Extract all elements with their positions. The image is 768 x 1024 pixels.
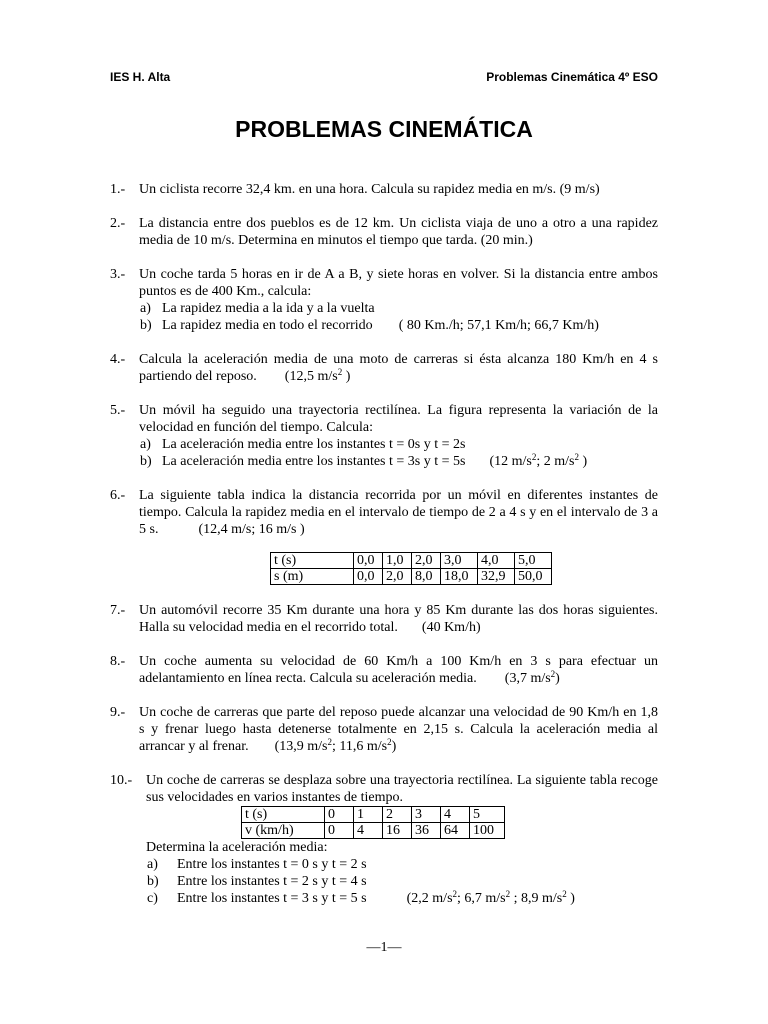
problem-text: Un coche aumenta su velocidad de 60 Km/h a 100 Km/h en 3 s para efectuar un adelantamiento en línea recta. Calcula su aceleración media. <box>139 654 658 686</box>
subquestion-intro: Determina la aceleración media: <box>146 840 328 855</box>
problem-text: Un coche de carreras se desplaza sobre una trayectoria rectilínea. La siguiente tabla recoge sus velocidades en varios instantes de tiempo. <box>146 773 658 805</box>
problem-number: 3.- <box>110 267 126 282</box>
problem-text: Un ciclista recorre 32,4 km. en una hora. Calcula su rapidez media en m/s. (9 m/s) <box>139 182 600 197</box>
problem-answer: (12,4 m/s; 16 m/s ) <box>198 522 305 537</box>
problem-text: Un coche de carreras que parte del reposo puede alcanzar una velocidad de 90 Km/h en 1,8 s y frenar luego hasta detenerse totalmente en 2,15 s. Calcula la aceleración media al arrancar y al frenar. <box>139 705 658 754</box>
problem-1 <box>110 181 658 198</box>
subquestion-b: b) La rapidez media en todo el recorrido ( 80 Km./h; 57,1 Km/h; 66,7 Km/h) <box>140 318 599 333</box>
subquestion-b: b) La aceleración media entre los instantes t = 3s y t = 5s (12 $m/s^2$; 2 $m/s^2$ ) <box>140 452 588 469</box>
problem-10 <box>110 772 658 907</box>
problem-7 <box>110 602 658 636</box>
problem-answer: (2,2 $m/s^2$; 6,7 $m/s^2$ ; 8,9 $m/s^2$ ) <box>406 889 575 906</box>
problem-3 <box>110 266 658 334</box>
problem-answer: (13,9 $m/s^2$; 11,6 $m/s^2$) <box>274 737 397 754</box>
header-school: IES H. Alta <box>110 70 171 84</box>
page-title: PROBLEMAS CINEMÁTICA <box>235 116 533 142</box>
table-row: s (m) 0,0 2,0 8,0 18,0 32,9 50,0 <box>271 569 552 585</box>
problem-text: La siguiente tabla indica la distancia recorrida por un móvil en diferentes instantes de tiempo. Calcula la rapidez media en el intervalo de tiempo de 2 a 4 s y en el intervalo de 3 a 5 s. <box>139 488 658 537</box>
problem-answer: (40 Km/h) <box>421 620 481 635</box>
problem-number: 6.- <box>110 488 126 503</box>
problem-number: 1.- <box>110 182 126 197</box>
problem-4 <box>110 351 658 385</box>
table-row: v (km/h) 0 4 16 36 64 100 <box>242 823 505 839</box>
problem-5 <box>110 402 658 470</box>
problem-answer: (12,5 $m/s^2$ ) <box>284 367 351 384</box>
problem-number: 9.- <box>110 705 126 720</box>
page-number: —1— <box>366 940 402 955</box>
problem-text: Un móvil ha seguido una trayectoria rectilínea. La figura representa la variación de la velocidad en función del tiempo. Calcula: <box>139 403 658 435</box>
problem-number: 4.- <box>110 352 126 367</box>
page-header <box>110 70 658 84</box>
distance-time-table <box>270 552 552 585</box>
table-row: t (s) 0 1 2 3 4 5 <box>242 807 505 823</box>
subquestion-a: a) La aceleración media entre los instantes t = 0s y t = 2s <box>140 437 466 452</box>
header-subject: Problemas Cinemática 4º ESO <box>486 70 658 84</box>
problem-text: Un automóvil recorre 35 Km durante una hora y 85 Km durante las dos horas siguientes. Halla su velocidad media en el recorrido total. <box>139 603 658 635</box>
problem-text: La distancia entre dos pueblos es de 12 km. Un ciclista viaja de uno a otro a una rapidez media de 10 m/s. Determina en minutos el tiempo que tarda. (20 min.) <box>139 216 658 248</box>
subquestion-a: a) La rapidez media a la ida y a la vuelta <box>140 301 375 316</box>
subquestion-b: b) Entre los instantes t = 2 s y t = 4 s <box>147 874 367 889</box>
problem-6 <box>110 487 658 585</box>
problem-answer: (12 $m/s^2$; 2 $m/s^2$ ) <box>489 452 588 469</box>
problem-text: Calcula la aceleración media de una moto de carreras si ésta alcanza 180 Km/h en 4 s partiendo del reposo. <box>139 352 658 384</box>
problem-9 <box>110 704 658 755</box>
table-row: t (s) 0,0 1,0 2,0 3,0 4,0 5,0 <box>271 553 552 569</box>
problem-number: 5.- <box>110 403 126 418</box>
velocity-time-table <box>241 806 505 839</box>
problem-number: 8.- <box>110 654 126 669</box>
subquestion-c: c) Entre los instantes t = 3 s y t = 5 s (2,2 $m/s^2$; 6,7 $m/s^2$ ; 8,9 $m/s^2$ ) <box>147 889 575 906</box>
problem-number: 7.- <box>110 603 126 618</box>
subquestion-a: a) Entre los instantes t = 0 s y t = 2 s <box>147 857 367 872</box>
problem-number: 2.- <box>110 216 126 231</box>
problem-8 <box>110 653 658 687</box>
problem-number: 10.- <box>110 773 133 788</box>
problem-list <box>110 181 658 924</box>
problem-answer: (3,7 $m/s^2$) <box>504 669 560 686</box>
problem-2 <box>110 215 658 249</box>
problem-answer: ( 80 Km./h; 57,1 Km/h; 66,7 Km/h) <box>398 318 599 333</box>
problem-text: Un coche tarda 5 horas en ir de A a B, y siete horas en volver. Si la distancia entre ambos puntos es de 400 Km., calcula: <box>139 267 658 299</box>
